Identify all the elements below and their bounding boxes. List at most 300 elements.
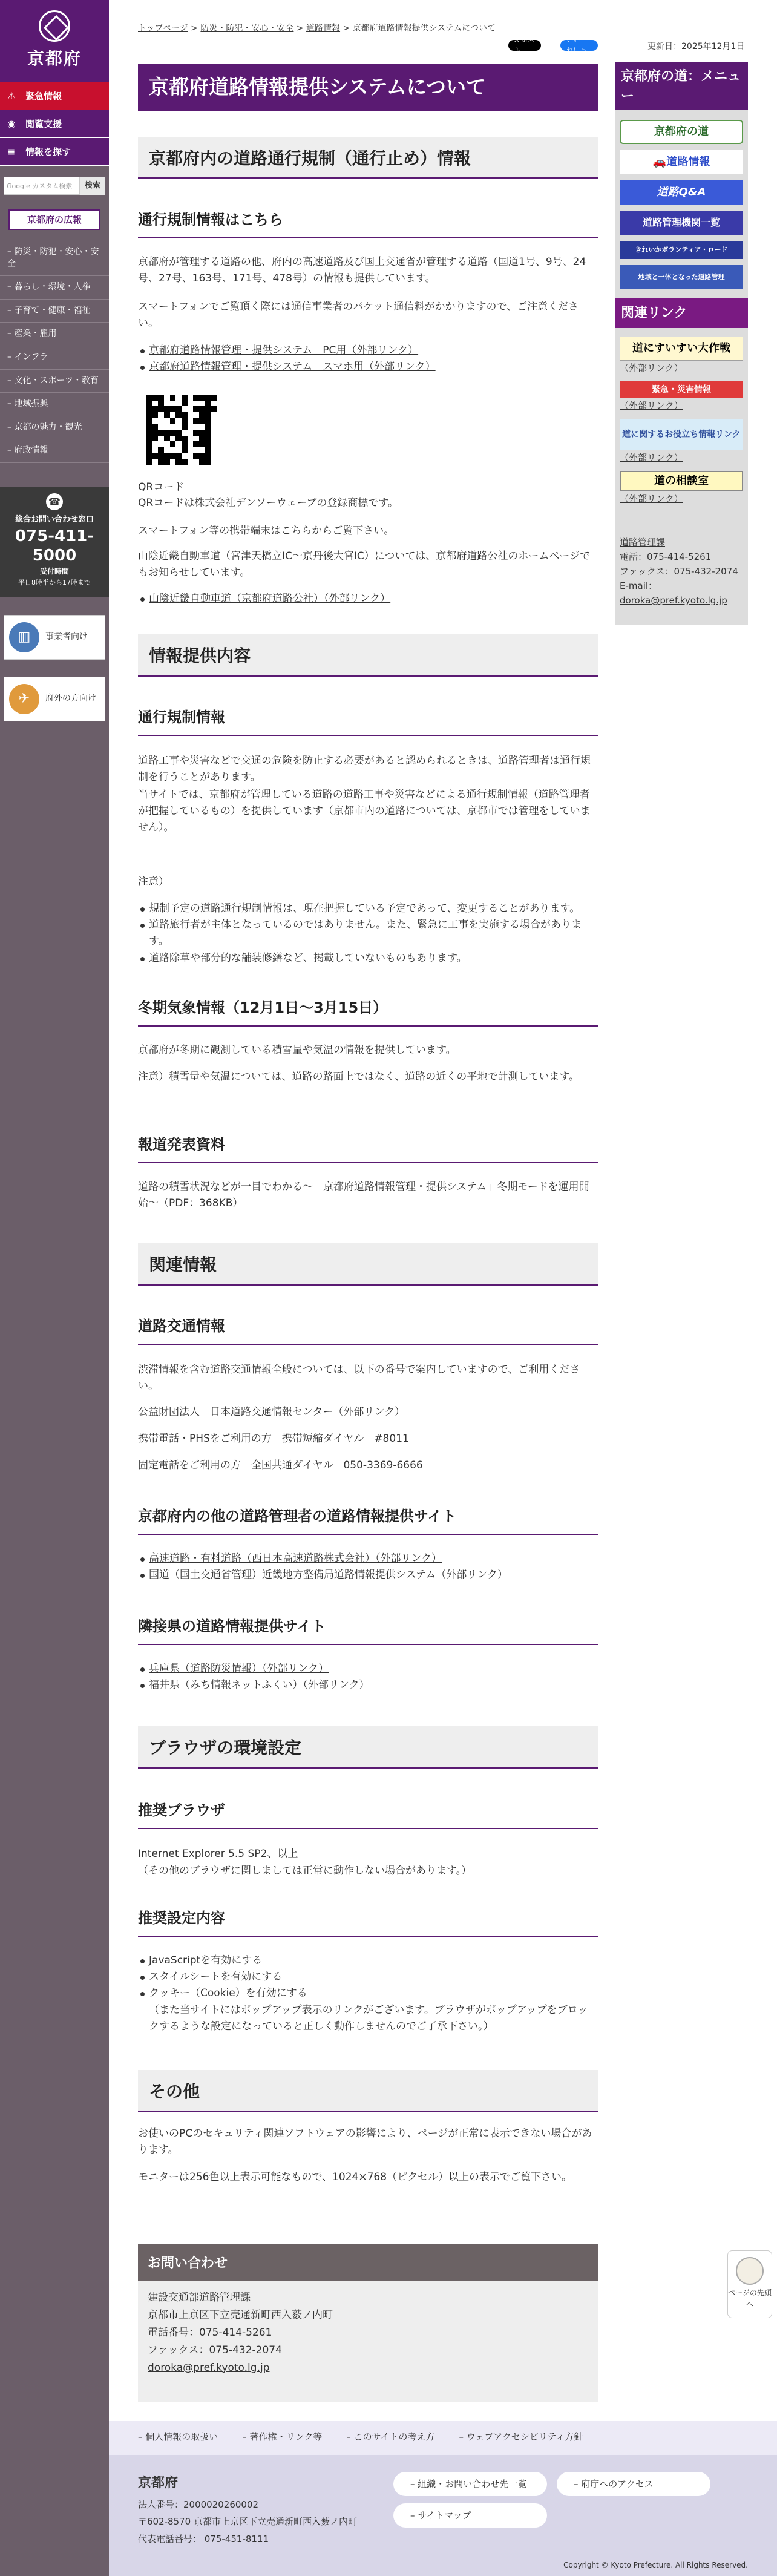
- contact-hours: 平日8時半から17時まで: [18, 578, 91, 586]
- visitor-link[interactable]: [4, 677, 105, 721]
- footer-tel: 代表電話番号： 075-451-8111: [138, 2533, 269, 2545]
- x-post-button[interactable]: X ポスト: [508, 40, 541, 51]
- qr-module: [211, 453, 217, 459]
- dept-link[interactable]: 道路管理課: [620, 537, 666, 548]
- qr-module: [152, 459, 159, 465]
- jartic-link-wrap: [138, 1404, 598, 1421]
- qr-module: [182, 447, 188, 453]
- qr-module: [158, 418, 164, 424]
- qr-module: [170, 436, 176, 442]
- other-managers-links: [138, 1551, 598, 1583]
- emergency-label: 緊急情報: [25, 90, 62, 102]
- footer-info: [138, 2471, 357, 2548]
- nav-item-fusei[interactable]: – 府政情報: [0, 439, 109, 463]
- right-column: [615, 62, 748, 625]
- phone-icon: ☎: [46, 493, 63, 510]
- qr-module: [146, 395, 152, 401]
- contact-tel: 電話番号：075-414-5261: [148, 2326, 272, 2339]
- qr-module: [205, 447, 211, 453]
- footer-address: 〒602-8570 京都市上京区下立売通新町西入薮ノ内町: [138, 2516, 357, 2528]
- qr-module: [205, 430, 211, 436]
- list-item: 道路除草や部分的な舗装修繕など、掲載していないものもあります。: [138, 950, 598, 967]
- qr-module: [205, 441, 211, 447]
- banner-emergency[interactable]: 緊急・災害情報: [620, 381, 743, 398]
- footer-copyright-link[interactable]: – 著作権・リンク等: [242, 2430, 322, 2446]
- paragraph: 携帯電話・PHSをご利用の方 携帯短縮ダイヤル #8011: [138, 1433, 409, 1445]
- qr-module: [175, 395, 182, 401]
- item-note: （また当サイトにはポップアップ表示のリンクがございます。ブラウザがポップアップをブロックするような設定になっていると正しく動作しませんのでご了承下さい。）: [149, 2003, 588, 2032]
- qr-module: [188, 447, 194, 453]
- qr-module: [193, 424, 199, 430]
- paragraph: 渋滞情報を含む道路交通情報全般については、以下の番号で案内していますので、ご利用ください。: [138, 1364, 580, 1393]
- note-label: 注意）: [138, 876, 169, 888]
- contact-box-header: お問い合わせ: [138, 2244, 598, 2281]
- page-title: 京都府道路情報提供システムについて: [138, 64, 598, 111]
- nav-item-bunka[interactable]: – 文化・スポーツ・教育: [0, 370, 109, 393]
- footer-policy-link[interactable]: – このサイトの考え方: [346, 2430, 434, 2446]
- banner-kyoto-road[interactable]: 京都府の道: [620, 120, 743, 144]
- qr-module: [188, 436, 194, 442]
- nav-item-kurashi[interactable]: – 暮らし・環境・人権: [0, 276, 109, 300]
- koushya-link[interactable]: 山陰近畿自動車道（京都府道路公社）（外部リンク）: [149, 593, 391, 605]
- related-links: [615, 328, 748, 625]
- site-logo[interactable]: [0, 0, 109, 82]
- paragraph: スマートフォンでご覧頂く際には通信事業者のパケット通信料がかかりますので、ご注意ください。: [138, 301, 579, 330]
- qr-module: [158, 430, 164, 436]
- list-item: [138, 1567, 598, 1583]
- find-info-button[interactable]: [0, 138, 109, 166]
- list-item: [138, 1551, 598, 1567]
- breadcrumb-top[interactable]: トップページ: [138, 24, 188, 33]
- qr-module: [199, 412, 205, 418]
- qr-module: [193, 447, 199, 453]
- paragraph: 当サイトでは、京都府が管理している道路の道路工事や災害などによる通行規制情報（道路管理者が把握しているもの）を提供しています（京都市内の道路については、京都市では管理をしていません）。: [138, 789, 591, 834]
- qr-module: [188, 424, 194, 430]
- paragraph: お使いのPCのセキュリティ関連ソフトウェアの影響により、ページが正常に表示できない場合があります。: [138, 2128, 592, 2157]
- qr-module: [170, 395, 176, 401]
- right-tel: 電話：075-414-5261: [620, 551, 712, 562]
- section-title-regulation: 京都府内の道路通行規制（通行止め）情報: [138, 137, 598, 179]
- neighbor-links: [138, 1661, 598, 1694]
- qr-module: [170, 441, 176, 447]
- press-release-link[interactable]: 道路の積雪状況などが一目でわかる〜「京都府道路情報管理・提供システム」冬期モードを運用開始〜（PDF：368KB）: [138, 1181, 589, 1210]
- footer-links: [109, 2421, 777, 2455]
- footer-privacy-link[interactable]: – 個人情報の取扱い: [138, 2430, 218, 2446]
- qr-module: [188, 430, 194, 436]
- contact-label: 総合お問い合わせ窓口: [15, 514, 94, 524]
- qr-note: QRコードは株式会社デンソーウェーブの登録商標です。: [138, 497, 398, 509]
- nav-label: 子育て・健康・福祉: [14, 305, 91, 315]
- qr-module: [211, 424, 217, 430]
- business-icon: ▥: [9, 622, 39, 652]
- qr-module: [146, 406, 152, 412]
- banner-managers[interactable]: 道路管理機関一覧: [620, 211, 743, 235]
- qr-module: [199, 406, 205, 412]
- qr-module: [205, 412, 211, 418]
- qr-module: [164, 459, 170, 465]
- paragraph: 注意）積雪量や気温については、道路の路面上ではなく、道路の近くの平地で計測しています。: [138, 1071, 579, 1083]
- section-title-browser: ブラウザの環境設定: [138, 1726, 598, 1769]
- contact-box-body: [138, 2281, 598, 2385]
- qr-module: [152, 412, 159, 418]
- paragraph: スマートフォン等の携帯端末はこちらからご覧下さい。: [138, 525, 395, 537]
- qr-module: [211, 418, 217, 424]
- paragraph: （その他のブラウザに関しましては正常に動作しない場合があります。）: [138, 1865, 472, 1877]
- related-links-title: 関連リンク: [615, 298, 748, 328]
- paragraph: Internet Explorer 5.5 SP2、以上: [138, 1848, 298, 1860]
- list-item: 道路旅行者が主体となっているのではありません。また、緊急に工事を実施する場合があります。: [138, 917, 598, 950]
- qr-module: [175, 430, 182, 436]
- qr-module: [199, 401, 205, 407]
- section-title-other: その他: [138, 2070, 598, 2112]
- banner-road-info[interactable]: [620, 150, 743, 174]
- qr-module: [188, 406, 194, 412]
- banner-consultation[interactable]: 道の相談室: [620, 471, 743, 491]
- footer-corp-number: 法人番号：2000020260002: [138, 2499, 259, 2510]
- emergency-button[interactable]: [0, 82, 109, 110]
- qr-module: [164, 395, 170, 401]
- qr-module: [146, 453, 152, 459]
- nav-item-sangyou[interactable]: – 産業・雇用: [0, 323, 109, 346]
- qr-module: [205, 453, 211, 459]
- qr-module: [158, 406, 164, 412]
- qr-module: [152, 401, 159, 407]
- list-item: [138, 1985, 598, 2035]
- nav-label: 京都の魅力・観光: [14, 422, 82, 432]
- qr-module: [158, 447, 164, 453]
- qr-module: [193, 395, 199, 401]
- heading-other-managers: 京都府内の他の道路管理者の道路情報提供サイト: [138, 1505, 598, 1535]
- logo-text: 京都府: [27, 48, 82, 68]
- heading-regulation-here: 通行規制情報はこちら: [138, 208, 598, 238]
- qr-module: [199, 436, 205, 442]
- fukui-link[interactable]: 福井県（みち情報ネットふくい）（外部リンク）: [149, 1679, 370, 1692]
- nav-label: 地域振興: [14, 399, 48, 409]
- qr-module: [205, 418, 211, 424]
- qr-module: [193, 441, 199, 447]
- contact-dept: 建設交通部道路管理課: [148, 2292, 251, 2304]
- qr-module: [211, 395, 217, 401]
- breadcrumb-bousai[interactable]: 防災・防犯・安心・安全: [200, 24, 294, 33]
- updated-date: 更新日：2025年12月1日: [648, 42, 745, 51]
- contact-center: [0, 487, 109, 597]
- qr-module: [146, 418, 152, 424]
- qr-module: [175, 459, 182, 465]
- prefecture-emblem-icon: [39, 10, 70, 42]
- nav-item-miryoku[interactable]: – 京都の魅力・観光: [0, 416, 109, 440]
- qr-module: [211, 412, 217, 418]
- banner-volunteer[interactable]: きれいかボランティア・ロード: [620, 241, 743, 259]
- qr-module: [175, 418, 182, 424]
- press-link-wrap: [138, 1179, 598, 1212]
- qr-module: [211, 441, 217, 447]
- smartphone-system-link[interactable]: 京都府道路情報管理・提供システム スマホ用（外部リンク）: [149, 361, 436, 373]
- qr-module: [146, 459, 152, 465]
- qr-module: [193, 401, 199, 407]
- qr-module: [158, 453, 164, 459]
- paragraph: モニターは256色以上表示可能なもので、1024×768（ピクセル）以上の表示でご覧下さい。: [138, 2171, 572, 2183]
- heading-traffic: 道路交通情報: [138, 1315, 598, 1345]
- kouhou-button[interactable]: 京都府の広報: [8, 209, 100, 230]
- list-item: [138, 591, 598, 607]
- visitor-label: 府外の方向け: [45, 694, 96, 704]
- qr-module: [188, 395, 194, 401]
- heading-winter-info: 冬期気象情報（12月1日〜3月15日）: [138, 996, 598, 1027]
- menu-banners: [615, 110, 748, 298]
- qr-module: [164, 424, 170, 430]
- qr-module: [182, 418, 188, 424]
- search-form: [4, 177, 105, 195]
- pc-system-link[interactable]: 京都府道路情報管理・提供システム PC用（外部リンク）: [149, 344, 419, 356]
- nav-item-bousai[interactable]: – 防災・防犯・安心・安全: [0, 241, 109, 276]
- qr-module: [164, 418, 170, 424]
- section-title-content: 情報提供内容: [138, 634, 598, 677]
- qr-module: [146, 424, 152, 430]
- nav-menu: [0, 241, 109, 463]
- qr-module: [152, 424, 159, 430]
- qr-module: [170, 430, 176, 436]
- paragraph: 京都府が管理する道路の他、府内の高速道路及び国土交通省が管理する道路（国道1号、9号、24号、27号、163号、171号、478号）の情報も提供しています。: [138, 256, 586, 285]
- qr-module: [158, 412, 164, 418]
- qr-module: [152, 436, 159, 442]
- qr-module: [152, 430, 159, 436]
- qr-module: [152, 418, 159, 424]
- qr-module: [211, 447, 217, 453]
- footer-accessibility-link[interactable]: – ウェブアクセシビリティ方針: [459, 2430, 583, 2446]
- qr-module: [170, 401, 176, 407]
- qr-module: [205, 424, 211, 430]
- car-icon: 🚗: [652, 155, 667, 168]
- qr-module: [211, 401, 217, 407]
- banner-useful-links[interactable]: 道に関するお役立ち情報リンク: [620, 419, 743, 450]
- qr-module: [158, 401, 164, 407]
- contact-email-link[interactable]: doroka@pref.kyoto.lg.jp: [148, 2361, 270, 2374]
- nav-label: 防災・防犯・安心・安全: [7, 247, 99, 269]
- qr-module: [199, 395, 205, 401]
- contact-hours-label: 受付時間: [39, 567, 69, 576]
- qr-module: [182, 412, 188, 418]
- qr-module: [193, 406, 199, 412]
- qr-module: [158, 441, 164, 447]
- footer-org-button[interactable]: – 組織・お問い合わせ先一覧: [393, 2472, 547, 2496]
- qr-module: [199, 430, 205, 436]
- external-link[interactable]: （外部リンク）: [620, 400, 683, 411]
- back-to-top-label: ページの先頭へ: [728, 2288, 772, 2309]
- qr-module: [188, 412, 194, 418]
- contact-fax: ファックス：075-432-2074: [148, 2344, 282, 2356]
- right-info: [620, 535, 743, 608]
- mlit-link[interactable]: 国道（国土交通省管理）近畿地方整備局道路情報提供システム（外部リンク）: [149, 1569, 508, 1582]
- qr-module: [164, 412, 170, 418]
- breadcrumb-current: 京都府道路情報提供システムについて: [352, 24, 496, 33]
- qr-module: [158, 424, 164, 430]
- qr-module: [193, 453, 199, 459]
- qr-module: [175, 441, 182, 447]
- qr-module: [182, 395, 188, 401]
- qr-module: [211, 430, 217, 436]
- qr-module: [199, 459, 205, 465]
- qr-module: [175, 447, 182, 453]
- qr-module: [164, 401, 170, 407]
- qr-module: [146, 436, 152, 442]
- qr-module: [205, 459, 211, 465]
- notes-list: [138, 901, 598, 967]
- accessibility-label: 閲覧支援: [25, 118, 62, 130]
- qr-module: [152, 453, 159, 459]
- list-item: スタイルシートを有効にする: [138, 1969, 598, 1985]
- qr-module: [199, 418, 205, 424]
- right-email-link[interactable]: doroka@pref.kyoto.lg.jp: [620, 595, 727, 606]
- qr-module: [158, 436, 164, 442]
- qr-module: [170, 459, 176, 465]
- qr-module: [193, 436, 199, 442]
- banner-road-qa[interactable]: 道路Q&A: [620, 180, 743, 205]
- breadcrumb: トップページ > 防災・防犯・安心・安全 > 道路情報 > 京都府道路情報提供システムについて: [138, 24, 496, 33]
- footer: [109, 2421, 777, 2576]
- qr-module: [164, 406, 170, 412]
- qr-module: [152, 441, 159, 447]
- banner-suisui[interactable]: 道にすいすい大作戦: [620, 337, 743, 361]
- search-input[interactable]: Google カスタム検索: [4, 177, 80, 195]
- qr-module: [146, 412, 152, 418]
- qr-module: [146, 447, 152, 453]
- find-info-label: 情報を探す: [25, 146, 71, 157]
- nav-item-infra[interactable]: – インフラ: [0, 346, 109, 370]
- qr-module: [182, 441, 188, 447]
- right-email-label: E-mail：: [620, 580, 658, 591]
- warning-icon: ⚠: [7, 90, 16, 102]
- qr-module: [211, 406, 217, 412]
- item-text: クッキー（Cookie）を有効にする: [149, 1987, 307, 2000]
- back-to-top-button[interactable]: [727, 2250, 772, 2318]
- share-buttons: [508, 36, 598, 54]
- heading-regulation-info: 通行規制情報: [138, 706, 598, 736]
- qr-module: [182, 436, 188, 442]
- qr-module: [146, 441, 152, 447]
- contact-box: [138, 2244, 598, 2402]
- banner-community[interactable]: 地域と一体となった道路管理: [620, 265, 743, 289]
- qr-module: [188, 401, 194, 407]
- nav-item-chiiki[interactable]: – 地域振興: [0, 393, 109, 416]
- external-link[interactable]: （外部リンク）: [620, 452, 683, 463]
- qr-module: [182, 459, 188, 465]
- qr-module: [199, 424, 205, 430]
- qr-module: [146, 401, 152, 407]
- qr-module: [170, 453, 176, 459]
- qr-module: [205, 406, 211, 412]
- qr-module: [193, 412, 199, 418]
- list-item: [138, 1677, 598, 1694]
- qr-module: [188, 459, 194, 465]
- qr-module: [188, 453, 194, 459]
- list-item: [138, 359, 598, 375]
- qr-module: [170, 412, 176, 418]
- heading-press: 報道発表資料: [138, 1133, 598, 1163]
- qr-module: [152, 406, 159, 412]
- qr-module: [193, 418, 199, 424]
- list-item: 規制予定の道路通行規制情報は、現在把握している予定であって、変更することがあります。: [138, 901, 598, 917]
- qr-module: [164, 436, 170, 442]
- regulation-links: [138, 343, 598, 375]
- jartic-link[interactable]: 公益財団法人 日本道路交通情報センター（外部リンク）: [138, 1406, 405, 1418]
- accessibility-button[interactable]: [0, 110, 109, 138]
- qr-module: [175, 401, 182, 407]
- nav-label: 府政情報: [14, 445, 48, 456]
- visitor-icon: ✈: [9, 684, 39, 714]
- qr-module: [211, 459, 217, 465]
- qr-module: [170, 424, 176, 430]
- list-item: [138, 343, 598, 359]
- heading-neighbor: 隣接県の道路情報提供サイト: [138, 1615, 598, 1645]
- copyright: Copyright © Kyoto Prefecture. All Rights Reserved.: [563, 2560, 748, 2569]
- list-item: [138, 1661, 598, 1677]
- qr-module: [211, 436, 217, 442]
- qr-module: [182, 424, 188, 430]
- menu-title: 京都府の道：メニュー: [615, 62, 748, 110]
- qr-code: [146, 395, 217, 465]
- eye-icon: ◉: [7, 117, 16, 130]
- heading-browser: 推奨ブラウザ: [138, 1799, 598, 1829]
- qr-module: [164, 441, 170, 447]
- qr-module: [199, 453, 205, 459]
- qr-module: [182, 453, 188, 459]
- external-link[interactable]: （外部リンク）: [620, 363, 683, 373]
- paragraph: 道路工事や災害などで交通の危険を防止する必要があると認められるときは、道路管理者は通行規制を行うことがあります。: [138, 755, 591, 784]
- qr-module: [205, 436, 211, 442]
- external-link[interactable]: （外部リンク）: [620, 493, 683, 504]
- search-button[interactable]: 検索: [80, 177, 105, 195]
- nav-label: 産業・雇用: [14, 329, 57, 339]
- nexco-link[interactable]: 高速道路・有料道路（西日本高速道路株式会社）（外部リンク）: [149, 1552, 442, 1565]
- qr-module: [175, 412, 182, 418]
- breadcrumb-road[interactable]: 道路情報: [306, 24, 341, 33]
- qr-module: [182, 430, 188, 436]
- sidebar: [0, 0, 109, 2576]
- qr-module: [170, 418, 176, 424]
- paragraph: 固定電話をご利用の方 全国共通ダイヤル 050-3369-6666: [138, 1459, 423, 1471]
- koushya-links: [138, 591, 598, 607]
- hyogo-link[interactable]: 兵庫県（道路防災情報）（外部リンク）: [149, 1663, 329, 1675]
- qr-module: [170, 406, 176, 412]
- qr-module: [199, 447, 205, 453]
- mascot-icon: [736, 2257, 764, 2285]
- settings-list: [138, 1953, 598, 2035]
- qr-module: [205, 401, 211, 407]
- section-title-related: 関連情報: [138, 1243, 598, 1286]
- qr-module: [164, 447, 170, 453]
- paragraph: 山陰近畿自動車道（宮津天橋立IC〜京丹後大宮IC）については、京都府道路公社のホームページでもお知らせしています。: [138, 550, 591, 579]
- nav-item-kosodate[interactable]: – 子育て・健康・福祉: [0, 300, 109, 323]
- footer-access-button[interactable]: – 府庁へのアクセス: [557, 2472, 710, 2496]
- qr-module: [193, 459, 199, 465]
- nav-label: 文化・スポーツ・教育: [14, 375, 99, 386]
- qr-label: QRコード: [138, 481, 185, 493]
- qr-module: [175, 436, 182, 442]
- footer-sitemap-button[interactable]: – サイトマップ: [393, 2503, 547, 2528]
- facebook-like-button[interactable]: いいね！ 5: [560, 40, 598, 51]
- qr-module: [182, 401, 188, 407]
- qr-module: [164, 453, 170, 459]
- qr-module: [199, 441, 205, 447]
- contact-number: 075-411-5000: [15, 527, 94, 565]
- qr-module: [152, 395, 159, 401]
- qr-module: [188, 441, 194, 447]
- qr-module: [182, 406, 188, 412]
- banner-label: 道路情報: [666, 155, 710, 168]
- business-link[interactable]: [4, 615, 105, 660]
- qr-module: [170, 447, 176, 453]
- footer-name: 京都府: [138, 2476, 179, 2491]
